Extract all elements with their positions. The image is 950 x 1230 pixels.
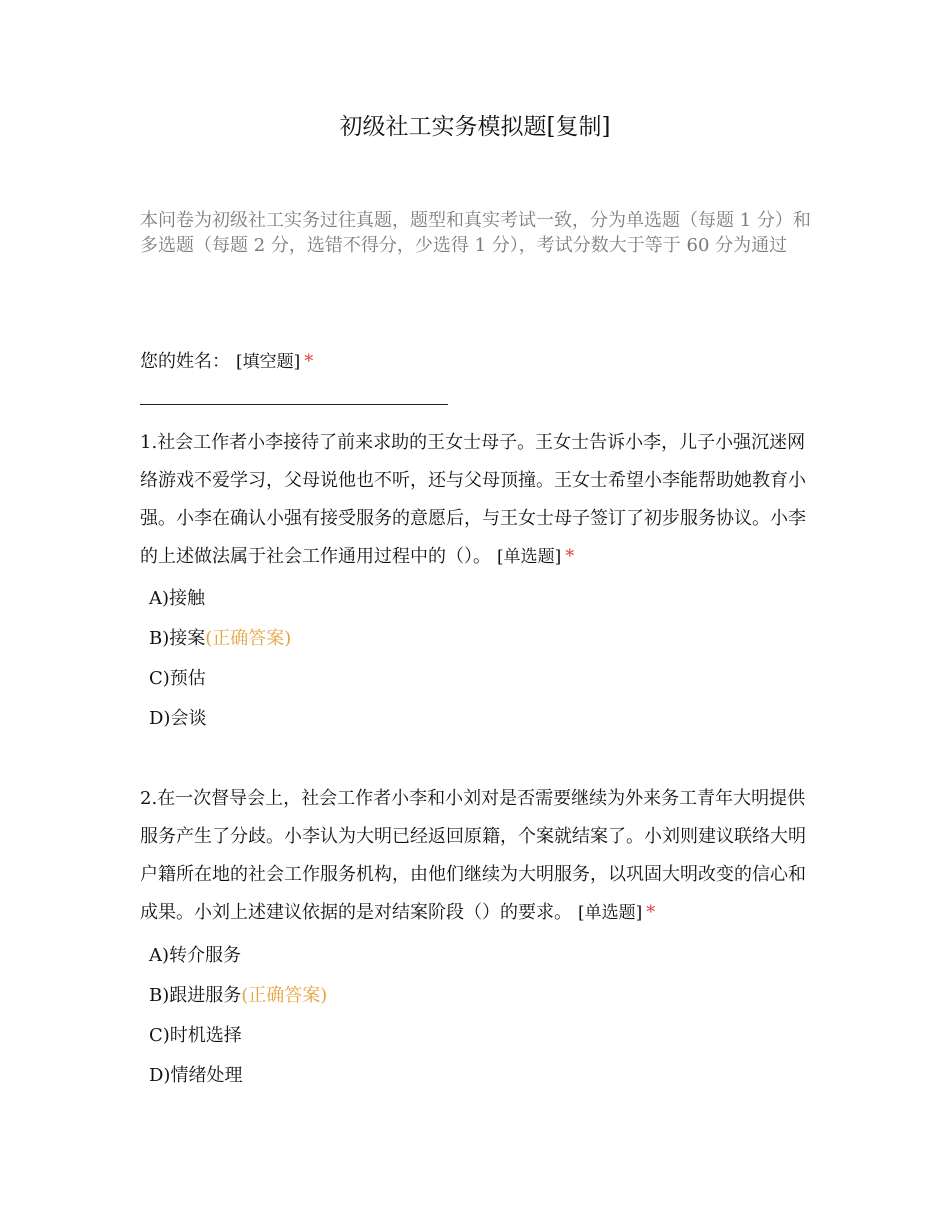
option-list	[140, 936, 816, 1096]
option-d[interactable]	[149, 699, 816, 739]
option-c[interactable]	[149, 659, 816, 699]
option-a[interactable]	[149, 579, 816, 619]
option-b[interactable]	[149, 976, 816, 1016]
name-answer-blank[interactable]	[140, 404, 448, 405]
option-text: 接案	[169, 628, 206, 649]
question-body: 社会工作者小李接待了前来求助的王女士母子。王女士告诉小李，儿子小强沉迷网络游戏不爱学习，父母说他也不听，还与父母顶撞。王女士希望小李能帮助她教育小强。小李在确认小强有接受服务的意愿后，与王女士母子签订了初步服务协议。小李的上述做法属于社会工作通用过程中的（）。	[140, 432, 806, 567]
survey-description: 本问卷为初级社工实务过往真题，题型和真实考试一致，分为单选题（每题 1 分）和多选题（每题 2 分，选错不得分，少选得 1 分），考试分数大于等于 60 分为通过	[140, 210, 811, 256]
question-text	[140, 780, 816, 932]
option-c[interactable]	[149, 1016, 816, 1056]
option-letter: D)	[149, 1065, 171, 1086]
name-question-label: 您的姓名：	[140, 351, 230, 372]
question-body: 在一次督导会上，社会工作者小李和小刘对是否需要继续为外来务工青年大明提供服务产生了分歧。小李认为大明已经返回原籍，个案就结案了。小刘则建议联络大明户籍所在地的社会工作服务机构，由他们继续为大明服务，以巩固大明改变的信心和成果。小刘上述建议依据的是对结案阶段（）的要求。	[140, 788, 806, 923]
option-letter: B)	[149, 628, 170, 649]
question-text	[140, 424, 816, 576]
name-question-type-tag: [填空题]	[236, 352, 301, 372]
option-letter: A)	[149, 588, 170, 609]
option-text: 接触	[169, 588, 206, 609]
option-text: 情绪处理	[170, 1065, 243, 1086]
question-type-tag: [单选题]	[497, 547, 562, 567]
option-b[interactable]	[149, 619, 816, 659]
question-number: 2.	[140, 788, 158, 809]
option-text: 时机选择	[169, 1025, 242, 1046]
question-2	[140, 780, 816, 1096]
option-text: 跟进服务	[169, 985, 242, 1006]
option-text: 转介服务	[169, 945, 242, 966]
option-text: 预估	[169, 668, 206, 689]
correct-answer-label: (正确答案)	[241, 985, 328, 1006]
question-type-tag: [单选题]	[578, 903, 643, 923]
correct-answer-label: (正确答案)	[205, 628, 292, 649]
required-mark: *	[646, 902, 656, 923]
option-letter: C)	[149, 668, 170, 689]
option-letter: B)	[149, 985, 170, 1006]
option-letter: A)	[149, 945, 170, 966]
name-question	[140, 349, 812, 375]
required-mark: *	[565, 546, 575, 567]
option-letter: C)	[149, 1025, 170, 1046]
question-number: 1.	[140, 432, 158, 453]
option-text: 会谈	[170, 708, 207, 729]
option-d[interactable]	[149, 1056, 816, 1096]
question-1	[140, 424, 816, 739]
option-a[interactable]	[149, 936, 816, 976]
option-letter: D)	[149, 708, 171, 729]
required-mark: *	[304, 351, 314, 372]
option-list	[140, 579, 816, 739]
page-title: 初级社工实务模拟题[复制]	[339, 114, 611, 140]
